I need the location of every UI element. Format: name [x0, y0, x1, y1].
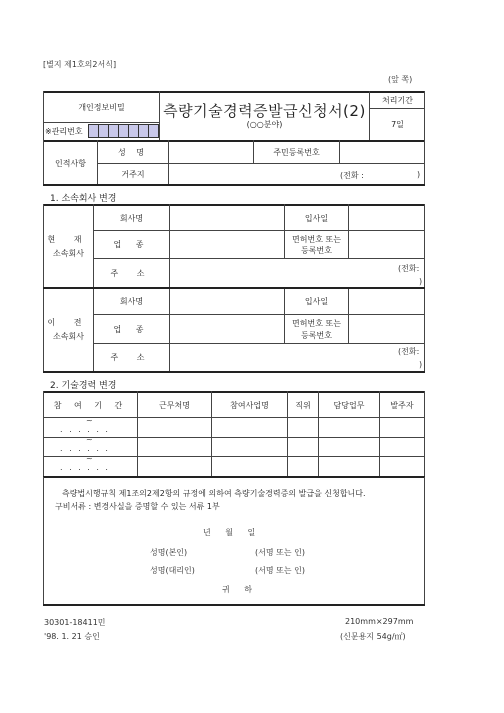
- current-company-label-line1: 현 재: [47, 234, 90, 244]
- field-subtitle: (○○분야): [246, 119, 283, 129]
- form-number: 30301-18411민: [44, 618, 106, 627]
- recipient-label: 귀 하: [222, 585, 258, 594]
- current-address-label: 주 소: [110, 268, 153, 278]
- address-phone-close: ): [417, 170, 421, 179]
- address-label: 거주지: [121, 169, 145, 179]
- previous-business-type-label: 업 종: [113, 324, 150, 334]
- career-header-project: 참여사업명: [230, 400, 269, 410]
- form-attachment-label: [별지 제1호의2서식]: [43, 60, 117, 69]
- paper-size: 210mm×297mm: [345, 617, 414, 626]
- current-business-type-label: 업 종: [113, 240, 150, 249]
- privacy-label: 개인정보비밀: [78, 103, 125, 112]
- period-tilde: ~: [86, 416, 93, 425]
- current-company-name-input[interactable]: [170, 206, 284, 230]
- previous-company-name-label: 회사명: [119, 297, 144, 306]
- period-dates[interactable]: . . . . . .: [60, 444, 110, 453]
- personal-info-label: 인적사항: [55, 158, 86, 168]
- previous-phone-label: (전화:: [398, 347, 420, 356]
- career-header-period: 참 여 기 간: [53, 400, 128, 410]
- processing-period-label: 처리기간: [382, 95, 413, 105]
- period-dates[interactable]: . . . . . .: [60, 463, 110, 472]
- section2-title: 2. 기술경력 변경: [50, 381, 117, 391]
- career-header-client: 발주자: [390, 400, 414, 410]
- period-dates[interactable]: . . . . . .: [60, 425, 110, 434]
- current-address-input[interactable]: [170, 259, 398, 287]
- previous-join-date-input[interactable]: [349, 289, 424, 314]
- current-license-input[interactable]: [349, 231, 424, 258]
- previous-company-label-line2: 소속회사: [53, 331, 84, 341]
- current-company-label-line2: 소속회사: [53, 248, 84, 258]
- name-label: 성 명: [118, 148, 148, 157]
- agent-signature[interactable]: (서명 또는 인): [255, 566, 305, 575]
- current-company-name-label: 회사명: [119, 213, 144, 223]
- current-join-date-input[interactable]: [349, 206, 424, 230]
- current-phone-close: ): [419, 277, 423, 286]
- approval-date: '98. 1. 21 승인: [44, 632, 100, 641]
- address-input[interactable]: [169, 164, 339, 184]
- management-number-digit[interactable]: [148, 124, 159, 138]
- resident-number-input[interactable]: [340, 142, 424, 163]
- previous-license-label-line1: 면허번호 또는: [292, 318, 341, 328]
- previous-join-date-label: 입사일: [304, 297, 329, 306]
- previous-license-input[interactable]: [349, 315, 424, 343]
- paper-type: (신문용지 54g/㎡): [340, 632, 406, 641]
- current-license-label-line2: 등록번호: [301, 245, 332, 255]
- previous-phone-close: ): [419, 360, 423, 369]
- statement-line1: 측량법시행규칙 제1조의2제2항의 규정에 의하여 측량기술경력증의 발급을 신청합니다.: [62, 489, 366, 498]
- current-phone-label: (전화:: [398, 264, 420, 273]
- period-tilde: ~: [86, 435, 93, 444]
- current-business-type-input[interactable]: [170, 231, 284, 258]
- previous-business-type-input[interactable]: [170, 315, 284, 343]
- agent-name-label: 성명(대리인): [150, 566, 195, 575]
- period-tilde: ~: [86, 454, 93, 463]
- previous-company-label-line1: 이 전: [47, 317, 90, 327]
- form-title: 측량기술경력증발급신청서(2): [163, 101, 366, 120]
- section1-title: 1. 소속회사 변경: [50, 194, 117, 204]
- career-header-workplace: 근무처명: [159, 400, 190, 410]
- previous-address-label: 주 소: [110, 353, 153, 362]
- resident-number-label: 주민등록번호: [273, 148, 320, 157]
- processing-period-value: 7일: [391, 119, 404, 129]
- current-license-label-line1: 면허번호 또는: [292, 234, 341, 244]
- management-number-label: ※관리번호: [45, 127, 83, 136]
- career-header-position: 직위: [295, 400, 311, 410]
- current-join-date-label: 입사일: [304, 213, 329, 223]
- name-input[interactable]: [169, 142, 253, 163]
- previous-license-label-line2: 등록번호: [301, 330, 332, 340]
- applicant-signature[interactable]: (서명 또는 인): [255, 548, 305, 557]
- career-header-duty: 담당업무: [333, 400, 365, 410]
- previous-company-name-input[interactable]: [170, 289, 284, 314]
- front-side-label: (앞 쪽): [388, 75, 413, 84]
- previous-address-input[interactable]: [170, 344, 398, 371]
- address-phone-label: (전화 :: [340, 171, 364, 180]
- applicant-name-label: 성명(본인): [150, 548, 188, 557]
- application-date[interactable]: 년 월 일: [203, 528, 256, 537]
- statement-line2: 구비서류 : 변경사실을 증명할 수 있는 서류 1부: [55, 502, 220, 511]
